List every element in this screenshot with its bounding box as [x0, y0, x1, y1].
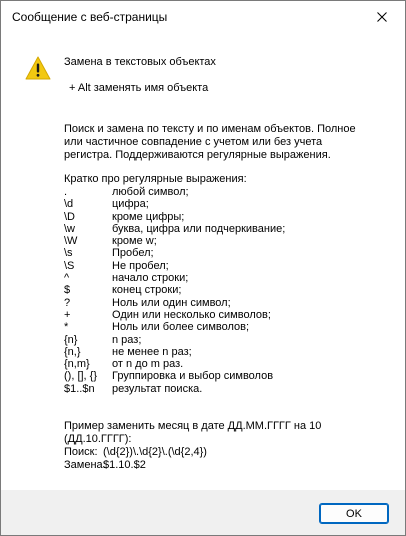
regex-pattern: ^ [64, 272, 70, 285]
message-paragraph: Поиск и замена по тексту и по именам объектов. Полное или частичное совпадение с учетом или без учета регистра. Поддерживаются регулярные выражения. [64, 123, 356, 161]
regex-description: буква, цифра или подчеркивание; [112, 222, 286, 235]
regex-pattern: \w [64, 222, 75, 235]
regex-pattern: {n,} [64, 345, 81, 358]
replace-value: $1.10.$2 [103, 459, 146, 471]
regex-description: Не пробел; [112, 259, 169, 272]
button-bar [1, 490, 405, 535]
regex-pattern: ? [64, 296, 71, 309]
regex-description: не менее n раз; [112, 345, 192, 358]
regex-pattern: {n,m} [64, 358, 90, 371]
close-icon [377, 12, 387, 22]
regex-pattern: $ [64, 284, 71, 297]
regex-description: кроме цифры; [112, 210, 185, 223]
regex-heading: Кратко про регулярные выражения: [64, 173, 247, 185]
message-content [1, 34, 405, 490]
regex-description: кроме w; [112, 235, 157, 248]
regex-description: конец строки; [112, 284, 182, 297]
regex-description: начало строки; [112, 272, 189, 285]
example-search [64, 446, 207, 459]
regex-description: результат поиска. [112, 382, 203, 395]
close-button[interactable] [359, 1, 405, 33]
message-line-alt: + Alt заменять имя объекта [69, 82, 209, 94]
message-line-title: Замена в текстовых объектах [64, 56, 216, 68]
regex-description: Группировка и выбор символов [112, 370, 274, 383]
warning-icon [25, 56, 51, 80]
regex-pattern: {n} [64, 333, 78, 346]
regex-description: Ноль или один символ; [112, 296, 231, 309]
regex-description: цифра; [112, 198, 149, 211]
regex-description: любой символ; [112, 186, 189, 198]
example-replace [64, 459, 146, 472]
regex-pattern: \s [64, 247, 73, 260]
regex-description: Ноль или более символов; [112, 321, 250, 334]
regex-pattern: + [64, 308, 71, 321]
regex-pattern: . [64, 186, 68, 198]
search-label: Поиск: [64, 446, 98, 458]
regex-pattern: (), [], {} [64, 370, 98, 383]
regex-description: n раз; [112, 333, 142, 346]
replace-label: Замена: [64, 459, 106, 471]
regex-pattern: \W [64, 235, 78, 248]
regex-pattern: \D [64, 210, 75, 223]
ok-button[interactable]: OK [319, 503, 389, 524]
regex-pattern: \S [64, 259, 75, 272]
regex-description: Один или несколько символов; [112, 308, 271, 321]
title-bar[interactable] [1, 1, 405, 34]
search-value: (\d{2})\.\d{2}\.(\d{2,4}) [103, 446, 207, 458]
regex-pattern: \d [64, 198, 74, 211]
regex-description: Пробел; [112, 247, 154, 260]
regex-description: от n до m раз. [112, 358, 184, 371]
example-intro: Пример заменить месяц в дате ДД.ММ.ГГГГ на 10 (ДД.10.ГГГГ): [64, 420, 322, 445]
regex-pattern: * [64, 321, 69, 334]
regex-pattern: $1..$n [64, 382, 95, 395]
window-title: Сообщение с веб-страницы [12, 10, 168, 24]
